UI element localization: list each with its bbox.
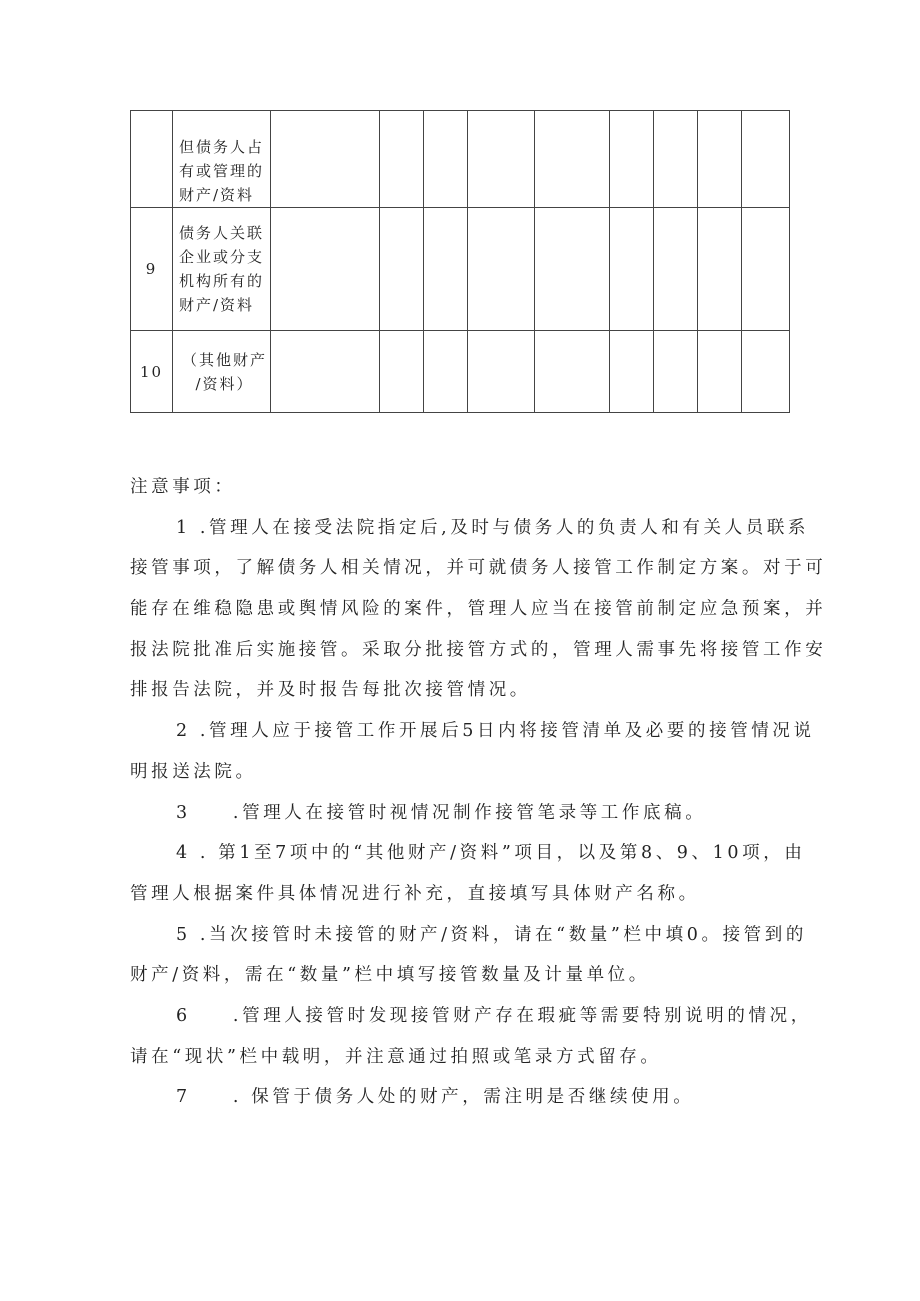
row-number: [131, 111, 173, 208]
empty-cell[interactable]: [380, 111, 424, 208]
item-name-line: 企业或分支: [179, 248, 265, 266]
property-table: [130, 110, 790, 413]
note-item: [130, 796, 794, 837]
row-item-name: [173, 208, 271, 331]
note-line: 2 .管理人应于接管工作开展后5日内将接管清单及必要的接管情况说: [176, 721, 815, 742]
notes-section: [130, 470, 827, 1121]
item-name-line: 有或管理的: [179, 162, 265, 180]
empty-cell[interactable]: [535, 111, 610, 208]
item-name-line: （其他财产: [181, 350, 267, 369]
empty-cell[interactable]: [424, 208, 468, 331]
note-line: 管理人根据案件具体情况进行补充，直接填写具体财产名称。: [130, 883, 700, 904]
item-name-line: 机构所有的: [179, 272, 265, 290]
note-line: 排报告法院，并及时报告每批次接管情况。: [130, 680, 531, 701]
item-name-line: /资料）: [195, 374, 254, 393]
item-name-line: 财产/资料: [179, 296, 255, 314]
empty-cell[interactable]: [610, 111, 654, 208]
note-line: 1 .管理人在接受法院指定后,及时与债务人的负责人和有关人员联系: [176, 517, 810, 538]
note-line: 请在“现状”栏中载明，并注意通过拍照或笔录方式留存。: [130, 1046, 662, 1067]
note-line: 报法院批准后实施接管。采取分批接管方式的，管理人需事先将接管工作安: [130, 639, 827, 660]
row-item-name: [173, 331, 271, 413]
empty-cell[interactable]: [468, 331, 535, 413]
note-line: 接管事项，了解债务人相关情况，并可就债务人接管工作制定方案。对于可: [130, 558, 827, 579]
empty-cell[interactable]: [380, 208, 424, 331]
empty-cell[interactable]: [424, 331, 468, 413]
empty-cell[interactable]: [698, 111, 742, 208]
empty-cell[interactable]: [424, 111, 468, 208]
note-item: [130, 836, 806, 917]
empty-cell[interactable]: [654, 331, 698, 413]
note-item: [130, 1080, 794, 1121]
empty-cell[interactable]: [468, 208, 535, 331]
note-line: 5 .当次接管时未接管的财产/资料，请在“数量”栏中填0。接管到的: [176, 924, 807, 945]
empty-cell[interactable]: [610, 208, 654, 331]
note-line: 7 . 保管于债务人处的财产，需注明是否继续使用。: [176, 1087, 695, 1108]
empty-cell[interactable]: [380, 331, 424, 413]
empty-cell[interactable]: [271, 111, 380, 208]
table-row: [131, 208, 790, 331]
empty-cell[interactable]: [271, 331, 380, 413]
notes-title: 注意事项：: [130, 477, 236, 497]
note-item: [130, 918, 807, 999]
note-line: 能存在维稳隐患或舆情风险的案件，管理人应当在接管前制定应急预案，并: [130, 599, 827, 620]
empty-cell[interactable]: [468, 111, 535, 208]
note-line: 4 . 第1至7项中的“其他财产/资料”项目，以及第8、9、10项，由: [176, 843, 806, 864]
table-row: [131, 331, 790, 413]
empty-cell[interactable]: [271, 208, 380, 331]
item-name-line: 财产/资料: [179, 186, 255, 204]
empty-cell[interactable]: [742, 208, 790, 331]
note-item: [130, 999, 812, 1080]
empty-cell[interactable]: [610, 331, 654, 413]
empty-cell[interactable]: [742, 111, 790, 208]
row-item-name: [173, 111, 271, 208]
empty-cell[interactable]: [698, 331, 742, 413]
item-name-line: 债务人关联: [179, 224, 265, 242]
note-line: 明报送法院。: [130, 761, 257, 782]
empty-cell[interactable]: [654, 208, 698, 331]
table-row: [131, 111, 790, 208]
row-number: 9: [131, 208, 173, 331]
note-line: 3 .管理人在接管时视情况制作接管笔录等工作底稿。: [176, 802, 707, 823]
empty-cell[interactable]: [535, 208, 610, 331]
note-item: [130, 511, 827, 714]
note-line: 6 .管理人接管时发现接管财产存在瑕疵等需要特别说明的情况，: [176, 1005, 812, 1026]
empty-cell[interactable]: [698, 208, 742, 331]
note-item: [130, 714, 815, 795]
empty-cell[interactable]: [535, 331, 610, 413]
empty-cell[interactable]: [654, 111, 698, 208]
note-line: 财产/资料，需在“数量”栏中填写接管数量及计量单位。: [130, 965, 650, 986]
row-number: 10: [131, 331, 173, 413]
item-name-line: 但债务人占: [179, 138, 265, 156]
empty-cell[interactable]: [742, 331, 790, 413]
